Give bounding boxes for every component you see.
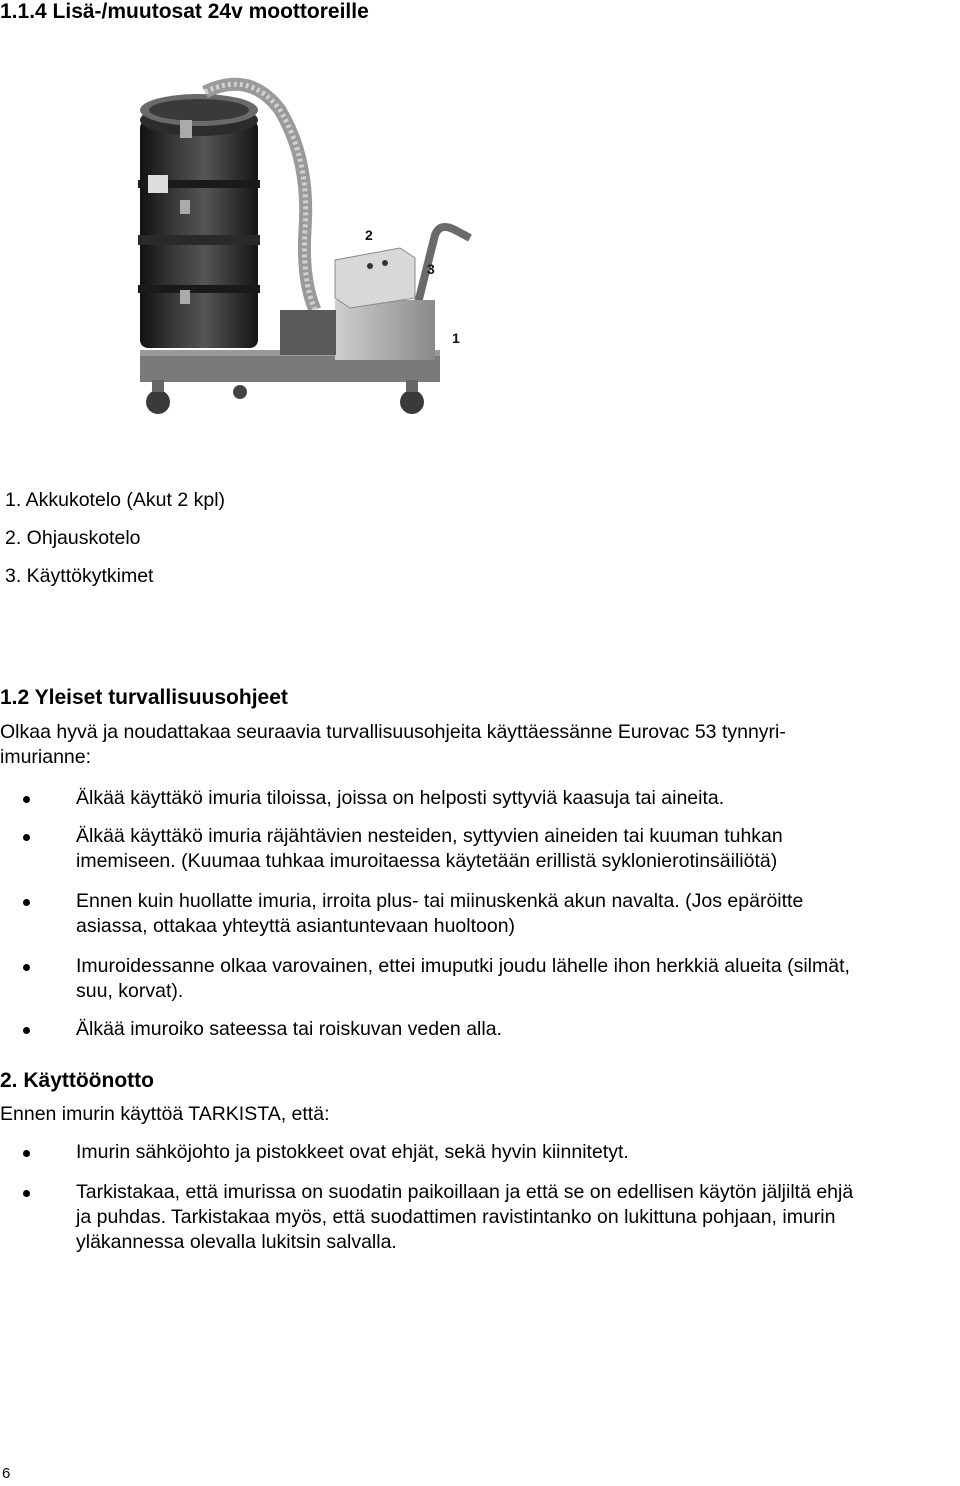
- bullet-icon: [23, 1027, 30, 1034]
- list-item-text: suu, korvat).: [76, 980, 184, 1002]
- parts-list-item: 3. Käyttökytkimet: [5, 565, 154, 587]
- callout-2: 2: [365, 227, 373, 243]
- parts-list-item: 1. Akkukotelo (Akut 2 kpl): [5, 489, 226, 511]
- section-heading-2: 2. Käyttöönotto: [0, 1069, 154, 1092]
- list-item-text: Älkää käyttäkö imuria tiloissa, joissa on helposti syttyviä kaasuja tai aineita.: [76, 787, 725, 809]
- section-intro-line: Olkaa hyvä ja noudattakaa seuraavia turvallisuusohjeita käyttäessänne Eurovac 53 tynnyri-: [0, 721, 786, 743]
- section-heading-1-2: 1.2 Yleiset turvallisuusohjeet: [0, 686, 288, 709]
- section-intro-line: Ennen imurin käyttöä TARKISTA, että:: [0, 1103, 330, 1125]
- list-item-text: Imurin sähköjohto ja pistokkeet ovat ehjät, sekä hyvin kiinnitetyt.: [76, 1141, 629, 1163]
- bullet-icon: [23, 1150, 30, 1157]
- callout-3: 3: [427, 261, 435, 277]
- list-item-text: asiassa, ottakaa yhteyttä asiantuntevaan huoltoon): [76, 915, 516, 937]
- list-item-text: Älkää imuroiko sateessa tai roiskuvan veden alla.: [76, 1018, 502, 1040]
- list-item-text: Imuroidessanne olkaa varovainen, ettei imuputki joudu lähelle ihon herkkiä alueita (silmät,: [76, 955, 850, 977]
- parts-list-item: 2. Ohjauskotelo: [5, 527, 141, 549]
- bullet-icon: [23, 964, 30, 971]
- list-item-text: ja puhdas. Tarkistakaa myös, että suodattimen ravistintanko on lukittuna pohjaan, imurin: [76, 1206, 836, 1228]
- vacuum-trolley-image: [130, 70, 480, 420]
- section-intro-line: imurianne:: [0, 746, 92, 768]
- bullet-icon: [23, 834, 30, 841]
- list-item-text: Tarkistakaa, että imurissa on suodatin paikoillaan ja että se on edellisen käytön jäljiltä ehjä: [76, 1181, 854, 1203]
- bullet-icon: [23, 899, 30, 906]
- list-item-text: yläkannessa olevalla lukitsin salvalla.: [76, 1231, 397, 1253]
- section-heading-1-1-4: 1.1.4 Lisä-/muutosat 24v moottoreille: [0, 0, 369, 23]
- bullet-icon: [23, 796, 30, 803]
- bullet-icon: [23, 1190, 30, 1197]
- list-item-text: Ennen kuin huollatte imuria, irroita plus- tai miinuskenkä akun navalta. (Jos epäröitte: [76, 890, 804, 912]
- product-photo: [130, 70, 480, 420]
- list-item-text: imemiseen. (Kuumaa tuhkaa imuroitaessa käytetään erillistä syklonierotinsäiliötä): [76, 850, 778, 872]
- callout-1: 1: [452, 330, 460, 346]
- list-item-text: Älkää käyttäkö imuria räjähtävien nesteiden, syttyvien aineiden tai kuuman tuhkan: [76, 825, 783, 847]
- page-number: 6: [2, 1465, 11, 1482]
